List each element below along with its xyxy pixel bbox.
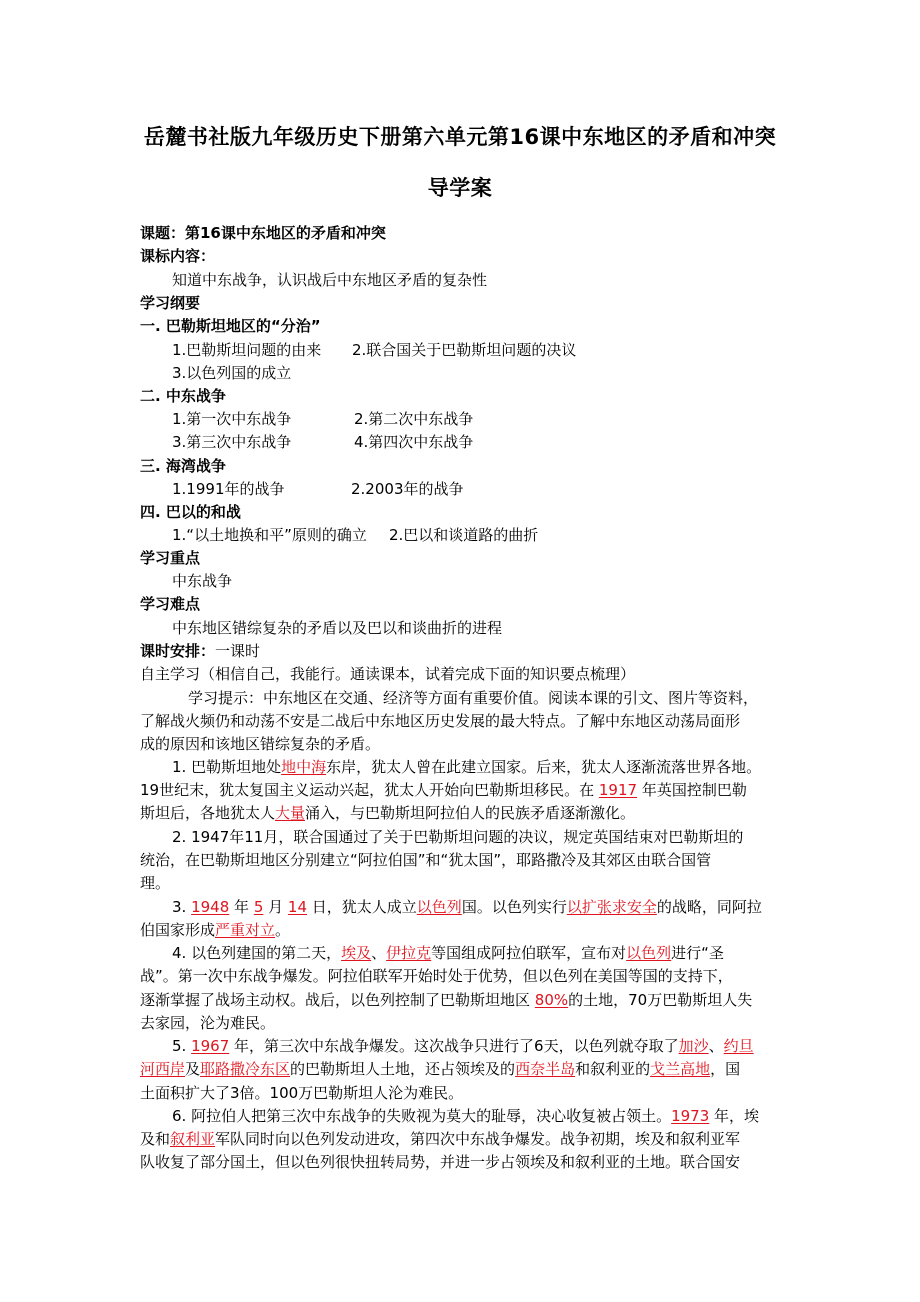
item-text: 去家园，沦为难民。	[140, 1014, 276, 1032]
answer-text: 1917	[598, 781, 638, 799]
item-text: 1. 巴勒斯坦地处	[172, 758, 282, 776]
outline-item: 2.巴以和谈道路的曲折	[389, 526, 539, 544]
document-title: 岳麓书社版九年级历史下册第六单元第16课中东地区的矛盾和冲突	[143, 125, 777, 149]
item-text: 伯国家形成	[140, 921, 216, 939]
answer-text: 1973	[671, 1107, 710, 1125]
answer-text: 河西岸	[140, 1060, 186, 1078]
item-text: 。	[275, 921, 291, 939]
knowledge-item-line	[172, 1106, 759, 1126]
knowledge-item-line	[140, 966, 733, 986]
schedule-label: 课时安排：	[140, 642, 216, 660]
item-text: 、	[371, 944, 387, 962]
answer-text: 14	[287, 898, 308, 916]
outline-item: 4.第四次中东战争	[354, 433, 474, 451]
knowledge-item-line	[140, 850, 711, 870]
answer-text: 戈兰高地	[650, 1060, 711, 1078]
item-text: 及	[185, 1060, 201, 1078]
outline-item: 1.巴勒斯坦问题的由来	[172, 341, 322, 359]
item-text: 统治，在巴勒斯坦地区分别建立“阿拉伯国”和“犹太国”，耶路撒冷及其郊区由联合国管	[140, 851, 712, 869]
item-text: ，国	[710, 1060, 741, 1078]
answer-text: 叙利亚	[170, 1130, 216, 1148]
knowledge-item-line	[140, 780, 747, 800]
item-text: 日，犹太人成立	[307, 898, 417, 916]
knowledge-item-line	[140, 920, 290, 940]
item-text: 的战略，同阿拉	[656, 898, 762, 916]
item-text: 逐渐掌握了战场主动权。战后，以色列控制了巴勒斯坦地区	[140, 991, 535, 1009]
item-text: 年，埃	[709, 1107, 760, 1125]
study-tip-line: 了解战火频仍和动荡不安是二战后中东地区历史发展的最大特点。了解中东地区动荡局面形	[140, 712, 741, 730]
answer-text: 地中海	[281, 758, 327, 776]
knowledge-item-line	[172, 943, 724, 963]
outline-item: 1.“以土地换和平”原则的确立	[172, 526, 367, 544]
outline-item: 2.联合国关于巴勒斯坦问题的决议	[352, 341, 577, 359]
answer-text: 加沙	[678, 1037, 709, 1055]
outline-label: 学习纲要	[140, 294, 201, 312]
item-text: 6. 阿拉伯人把第三次中东战争的失败视为莫大的耻辱，决心收复被占领土。	[172, 1107, 672, 1125]
key-point-text: 中东战争	[172, 572, 233, 590]
item-text: 和叙利亚的	[575, 1060, 651, 1078]
answer-text: 耶路撒冷东区	[200, 1060, 291, 1078]
outline-item: 2.2003年的战争	[351, 480, 464, 498]
answer-text: 1967	[191, 1037, 230, 1055]
item-text: 4. 以色列建国的第二天，	[172, 944, 342, 962]
answer-text: 5	[253, 898, 264, 916]
lesson-topic: 课题：第16课中东地区的矛盾和冲突	[140, 224, 386, 242]
item-text: 2. 1947年11月，联合国通过了关于巴勒斯坦问题的决议，规定英国结束对巴勒斯坦的	[172, 828, 744, 846]
outline-heading: 三. 海湾战争	[140, 457, 226, 475]
outline-heading: 二. 中东战争	[140, 387, 226, 405]
item-text: 年	[229, 898, 254, 916]
study-tip-line: 成的原因和该地区错综复杂的矛盾。	[140, 735, 381, 753]
answer-text: 严重对立	[215, 921, 276, 939]
answer-text: 1948	[191, 898, 230, 916]
answer-text: 以色列	[416, 898, 462, 916]
item-text: 国。以色列实行	[461, 898, 567, 916]
item-text: 的巴勒斯坦人土地，还占领埃及的	[290, 1060, 516, 1078]
knowledge-item-line	[140, 990, 752, 1010]
outline-heading: 一. 巴勒斯坦地区的“分治”	[140, 317, 321, 335]
outline-item: 2.第二次中东战争	[354, 410, 474, 428]
item-text: 月	[263, 898, 288, 916]
answer-text: 80%	[534, 991, 569, 1009]
answer-text: 西奈半岛	[515, 1060, 576, 1078]
knowledge-item-line	[140, 803, 635, 823]
knowledge-item-line	[140, 1152, 740, 1172]
item-text: 、	[708, 1037, 724, 1055]
item-text: 等国组成阿拉伯联军，宣布对	[431, 944, 627, 962]
answer-text: 埃及	[341, 944, 372, 962]
answer-text: 伊拉克	[386, 944, 432, 962]
item-text: 队收复了部分国土，但以色列很快扭转局势，并进一步占领埃及和叙利亚的土地。联合国安	[140, 1153, 741, 1171]
knowledge-item-line	[172, 827, 743, 847]
item-text: 理。	[140, 874, 171, 892]
knowledge-item-line	[140, 1013, 275, 1033]
outline-item: 3.以色列国的成立	[172, 364, 292, 382]
item-text: 东岸，犹太人曾在此建立国家。后来，犹太人逐渐流落世界各地。	[326, 758, 762, 776]
answer-text: 大量	[275, 804, 306, 822]
item-text: 5.	[172, 1037, 192, 1055]
standard-label: 课标内容：	[140, 247, 216, 265]
item-text: 战”。第一次中东战争爆发。阿拉伯联军开始时处于优势，但以色列在美国等国的支持下，	[140, 967, 733, 985]
item-text: 斯坦后，各地犹太人	[140, 804, 276, 822]
item-text: 土面积扩大了3倍。100万巴勒斯坦人沦为难民。	[140, 1084, 464, 1102]
item-text: 年，第三次中东战争爆发。这次战争只进行了6天，以色列就夺取了	[229, 1037, 679, 1055]
item-text: 进行“圣	[671, 944, 724, 962]
difficulty-text: 中东地区错综复杂的矛盾以及巴以和谈曲折的进程	[172, 619, 503, 637]
knowledge-item-line	[140, 1083, 463, 1103]
item-text: 19世纪末，犹太复国主义运动兴起，犹太人开始向巴勒斯坦移民。在	[140, 781, 599, 799]
knowledge-item-line	[140, 873, 170, 893]
answer-text: 约旦	[723, 1037, 754, 1055]
standard-text: 知道中东战争，认识战后中东地区矛盾的复杂性	[172, 271, 488, 289]
answer-text: 以扩张求安全	[566, 898, 657, 916]
answer-text: 以色列	[626, 944, 672, 962]
item-text: 军队同时向以色列发动进攻，第四次中东战争爆发。战争初期，埃及和叙利亚军	[215, 1130, 741, 1148]
item-text: 及和	[140, 1130, 171, 1148]
knowledge-item-line	[172, 897, 762, 917]
schedule-text: 一课时	[215, 642, 261, 660]
item-text: 年英国控制巴勒	[637, 781, 747, 799]
knowledge-item-line	[140, 1059, 740, 1079]
item-text: 涌入，与巴勒斯坦阿拉伯人的民族矛盾逐渐激化。	[305, 804, 636, 822]
difficulty-label: 学习难点	[140, 595, 201, 613]
outline-item: 1.1991年的战争	[172, 480, 285, 498]
outline-heading: 四. 巴以的和战	[140, 503, 241, 521]
schedule-line	[140, 641, 260, 661]
study-tip-line: 学习提示：中东地区在交通、经济等方面有重要价值。阅读本课的引文、图片等资料，	[188, 689, 759, 707]
knowledge-item-line	[172, 1036, 754, 1056]
key-point-label: 学习重点	[140, 549, 201, 567]
document-subtitle: 导学案	[427, 176, 493, 200]
knowledge-item-line	[172, 757, 761, 777]
item-text: 3.	[172, 898, 192, 916]
knowledge-item-line	[140, 1129, 740, 1149]
outline-item: 1.第一次中东战争	[172, 410, 292, 428]
item-text: 的土地，70万巴勒斯坦人失	[568, 991, 753, 1009]
outline-item: 3.第三次中东战争	[172, 433, 292, 451]
self-study-heading: 自主学习（相信自己，我能行。通读课本，试着完成下面的知识要点梳理）	[140, 665, 636, 683]
